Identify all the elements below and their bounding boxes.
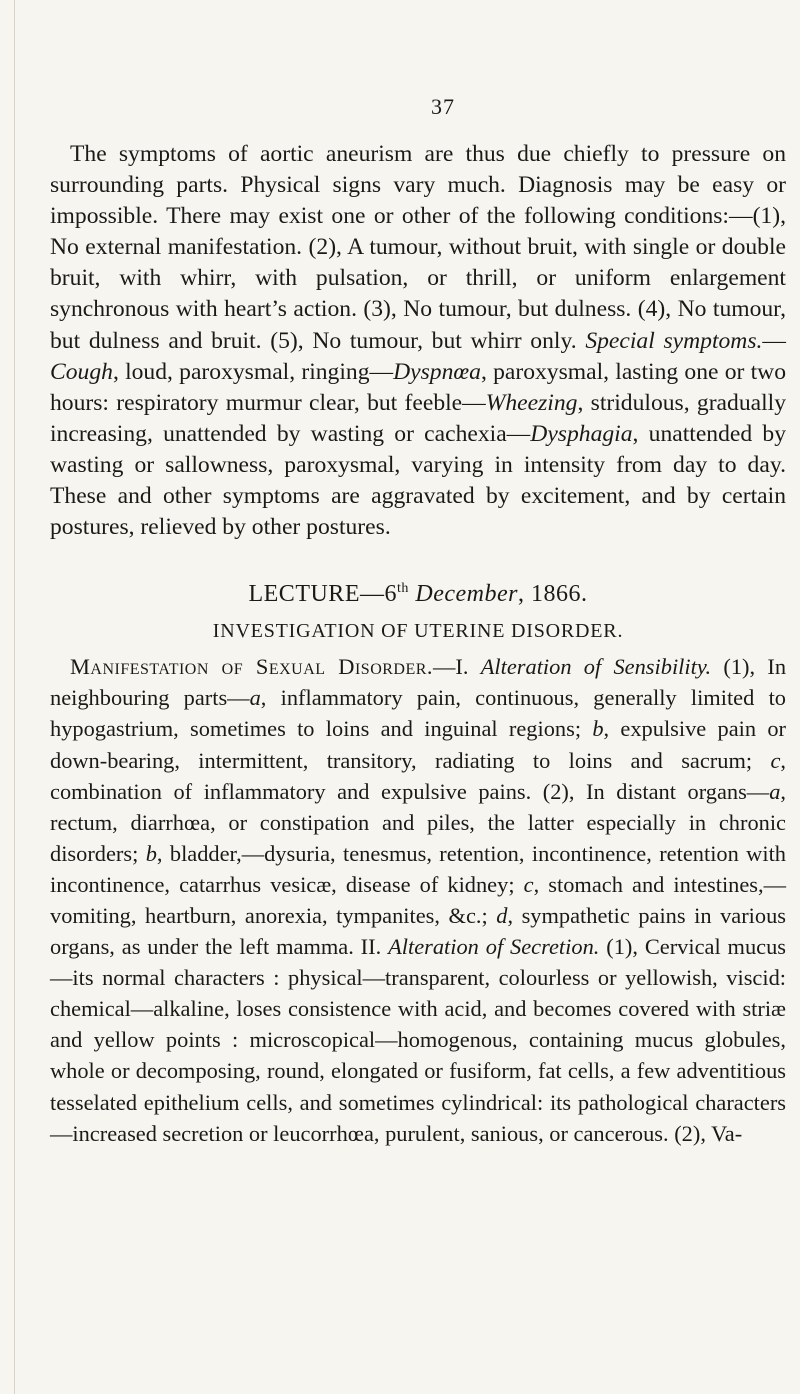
- page-left-edge: [14, 0, 15, 1394]
- text-run: , bladder,—dysuria, tenesmus, retention, incontinence, retention with incontinence, catarrhus vesicæ, disease of kidney;: [50, 840, 786, 897]
- italic-run: Alteration of Sensibility.: [480, 654, 712, 680]
- italic-run: d: [496, 902, 508, 928]
- text-run: , paroxysmal, lasting one or two hours: respiratory murmur clear, but feeble—: [50, 358, 786, 416]
- italic-run: c: [770, 747, 781, 773]
- italic-run: c: [523, 871, 534, 897]
- text-run: , rectum, diarrhœa, or constipation and piles, the latter especially in chronic disorders;: [50, 778, 786, 866]
- italic-run: Wheezing: [485, 389, 578, 416]
- text-run: , loud, paroxysmal, ringing—: [112, 358, 394, 385]
- italic-run: b: [145, 840, 157, 866]
- text-run: , stomach and intestines,—vomiting, heartburn, anorexia, tympanites, &c.;: [50, 871, 786, 928]
- text-run: , combination of inflammatory and expulsive pains. (2), In distant organs—: [50, 747, 786, 804]
- lecture-year: , 1866.: [518, 581, 588, 608]
- text-run: The symptoms of aortic aneurism are thus due chiefly to pressure on surrounding parts. Physical signs vary much. Diagnosis may be easy or impossible. There may exist one or other of the following conditions:—(1), No external manifestation. (2), A tumour, without bruit, with single or double bruit, with whirr, with pulsation, or thrill, or uniform enlargement synchronous with heart’s action. (3), No tumour, but dulness. (4), No tumour, but dulness and bruit. (5), No tumour, but whirr only.: [50, 141, 786, 354]
- italic-run: Special symptoms.: [585, 327, 763, 354]
- italic-run: a: [769, 778, 781, 804]
- page-number: 37: [431, 94, 455, 119]
- lecture-superscript: th: [396, 581, 409, 597]
- italic-run: a: [249, 685, 261, 711]
- lecture-prefix: LECTURE—6: [248, 581, 397, 608]
- italic-run: Dyspnœa: [393, 358, 481, 385]
- text-run: (1), In neighbouring parts—: [50, 654, 787, 711]
- book-page: [50, 0, 786, 1149]
- text-run: , unattended by wasting or sallowness, paroxysmal, varying in intensity from day to day. These and other symptoms are aggravated by excitement, and by certain postures, relieved by other postures.: [50, 420, 786, 541]
- text-run: , stridulous, gradually increasing, unattended by wasting or cachexia—: [50, 389, 786, 447]
- lecture-month: December: [415, 581, 518, 608]
- italic-run: Dysphagia: [530, 420, 633, 447]
- small-caps-run: Manifestation of Sexual Disorder.: [70, 654, 434, 680]
- section-subheading: INVESTIGATION OF UTERINE DISORDER.: [212, 620, 624, 643]
- italic-run: b: [592, 716, 604, 742]
- text-run: , inflammatory pain, continuous, generally limited to hypogastrium, sometimes to loins and inguinal regions;: [50, 685, 786, 742]
- text-run: (1), Cervical mucus—its normal characters : physical—transparent, colourless or yellowish, viscid: chemical—alkaline, loses consistence with acid, and becomes covered with striæ and yellow points : microscopical—homogenous, containing mucus globules, whole or decomposing, round, elongated or fusiform, fat cells, a few adventitious tesselated epithelium cells, and sometimes cylindrical: its pathological characters—increased secretion or leucorrhœa, purulent, sanious, or cancerous. (2), Va-: [50, 934, 787, 1146]
- italic-run: Alteration of Secretion.: [388, 934, 600, 960]
- italic-run: Cough: [50, 358, 113, 385]
- aneurism-paragraph: [50, 139, 786, 543]
- text-run: —I.: [433, 654, 481, 680]
- text-run: —: [762, 327, 787, 354]
- uterine-disorder-paragraph: [50, 651, 786, 1149]
- text-run: , sympathetic pains in various organs, as under the left mamma. II.: [50, 902, 786, 960]
- lecture-heading: [50, 581, 786, 608]
- text-run: , expulsive pain or down-bearing, intermittent, transitory, radiating to loins and sacrum;: [50, 716, 787, 773]
